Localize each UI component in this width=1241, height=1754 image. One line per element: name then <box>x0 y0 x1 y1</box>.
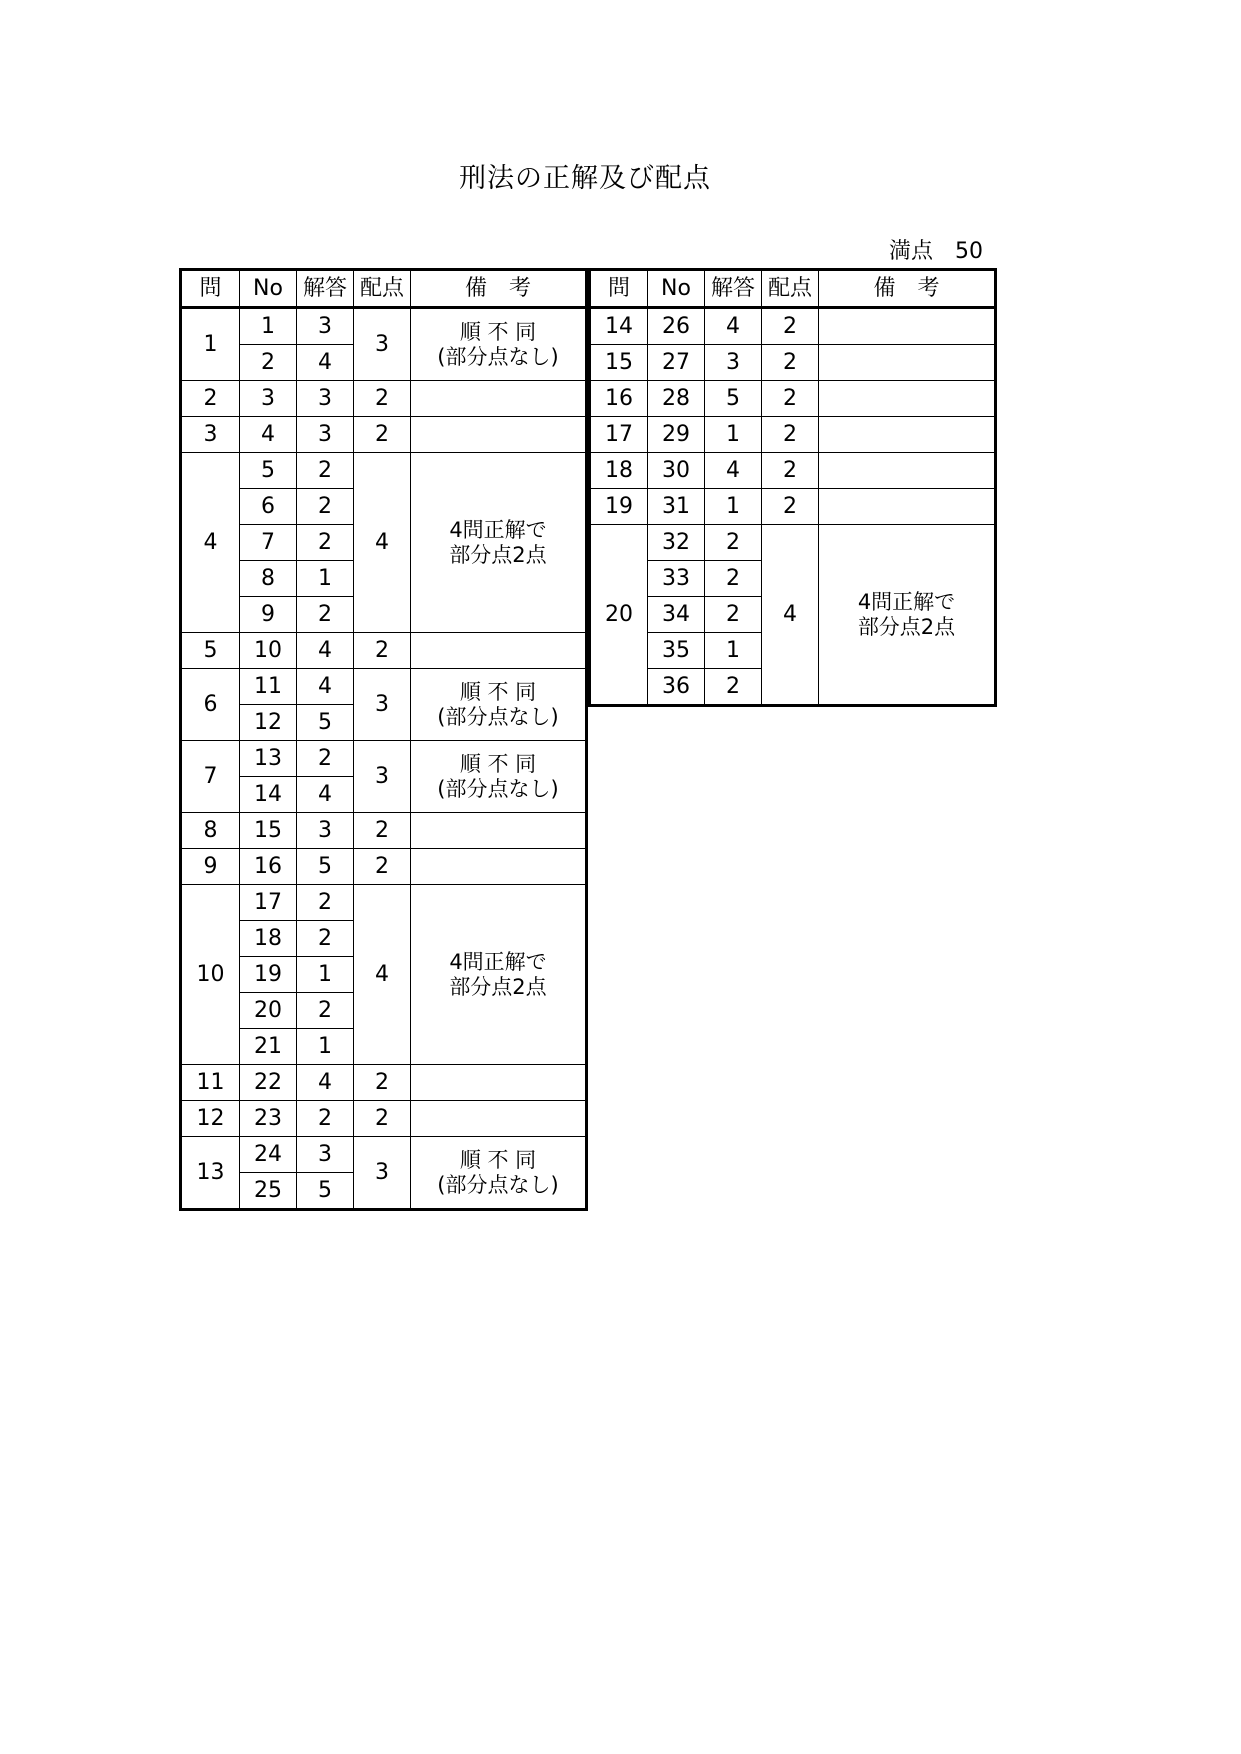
no-cell: 13 <box>240 741 297 777</box>
no-cell: 17 <box>240 885 297 921</box>
points-cell: 2 <box>354 849 411 885</box>
answer-cell: 2 <box>705 561 762 597</box>
points-cell: 3 <box>354 669 411 741</box>
no-cell: 2 <box>240 345 297 381</box>
answer-cell: 3 <box>297 1137 354 1173</box>
no-cell: 33 <box>648 561 705 597</box>
points-cell: 3 <box>354 1137 411 1210</box>
mon-cell: 15 <box>590 345 648 381</box>
table-row <box>181 1101 587 1137</box>
table-row <box>181 308 587 345</box>
mon-cell: 20 <box>590 525 648 706</box>
answer-cell: 4 <box>297 669 354 705</box>
mon-cell: 5 <box>181 633 240 669</box>
mon-cell: 19 <box>590 489 648 525</box>
table-header-row <box>590 270 996 308</box>
no-cell: 16 <box>240 849 297 885</box>
answer-table-left <box>179 268 588 1211</box>
note-cell <box>819 453 996 489</box>
mon-cell: 12 <box>181 1101 240 1137</box>
note-cell <box>411 381 587 417</box>
mon-cell: 7 <box>181 741 240 813</box>
note-line: (部分点なし) <box>437 776 559 801</box>
no-cell: 22 <box>240 1065 297 1101</box>
note-cell <box>411 1137 587 1210</box>
answer-cell: 5 <box>297 705 354 741</box>
answer-cell: 2 <box>705 597 762 633</box>
no-cell: 35 <box>648 633 705 669</box>
answer-cell: 5 <box>297 1173 354 1210</box>
table-row <box>181 381 587 417</box>
answer-cell: 2 <box>297 993 354 1029</box>
no-cell: 32 <box>648 525 705 561</box>
answer-cell: 4 <box>705 308 762 345</box>
points-cell: 2 <box>354 381 411 417</box>
no-cell: 8 <box>240 561 297 597</box>
no-cell: 15 <box>240 813 297 849</box>
answer-cell: 1 <box>705 489 762 525</box>
table-row <box>181 633 587 669</box>
no-cell: 28 <box>648 381 705 417</box>
note-cell <box>411 813 587 849</box>
answer-cell: 5 <box>705 381 762 417</box>
page-title: 刑法の正解及び配点 <box>459 163 711 194</box>
answer-cell: 3 <box>297 381 354 417</box>
answer-cell: 2 <box>705 525 762 561</box>
answer-cell: 2 <box>297 741 354 777</box>
note-line: 4問正解で <box>857 589 956 614</box>
no-cell: 3 <box>240 381 297 417</box>
answer-cell: 1 <box>705 633 762 669</box>
mon-cell: 4 <box>181 453 240 633</box>
note-line: 順 不 同 <box>459 319 537 344</box>
points-cell: 2 <box>354 813 411 849</box>
answer-cell: 4 <box>297 1065 354 1101</box>
header-mon: 問 <box>181 270 240 308</box>
points-cell: 4 <box>354 453 411 633</box>
note-line: (部分点なし) <box>437 704 559 729</box>
note-cell <box>411 1065 587 1101</box>
no-cell: 30 <box>648 453 705 489</box>
header-biko: 備 考 <box>411 270 587 308</box>
no-cell: 21 <box>240 1029 297 1065</box>
mon-cell: 8 <box>181 813 240 849</box>
note-line: 4問正解で <box>449 517 547 542</box>
no-cell: 1 <box>240 308 297 345</box>
answer-cell: 4 <box>297 777 354 813</box>
header-kaito: 解答 <box>297 270 354 308</box>
points-cell: 2 <box>762 381 819 417</box>
answer-cell: 3 <box>705 345 762 381</box>
no-cell: 12 <box>240 705 297 741</box>
note-line: 順 不 同 <box>459 1147 537 1172</box>
no-cell: 36 <box>648 669 705 706</box>
points-cell: 2 <box>762 489 819 525</box>
points-cell: 3 <box>354 741 411 813</box>
no-cell: 14 <box>240 777 297 813</box>
table-row <box>181 669 587 705</box>
note-line: 部分点2点 <box>857 614 956 639</box>
table-row <box>181 1065 587 1101</box>
answer-cell: 2 <box>297 489 354 525</box>
no-cell: 6 <box>240 489 297 525</box>
no-cell: 4 <box>240 417 297 453</box>
points-cell: 2 <box>354 633 411 669</box>
header-no: No <box>240 270 297 308</box>
no-cell: 10 <box>240 633 297 669</box>
note-line: 部分点2点 <box>449 974 547 999</box>
no-cell: 19 <box>240 957 297 993</box>
table-row <box>181 741 587 777</box>
mon-cell: 18 <box>590 453 648 489</box>
header-haiten: 配点 <box>762 270 819 308</box>
header-kaito: 解答 <box>705 270 762 308</box>
note-cell <box>411 417 587 453</box>
no-cell: 34 <box>648 597 705 633</box>
note-line: (部分点なし) <box>437 1172 559 1197</box>
points-cell: 2 <box>762 417 819 453</box>
table-row <box>590 345 996 381</box>
answer-cell: 1 <box>297 561 354 597</box>
no-cell: 9 <box>240 597 297 633</box>
points-cell: 4 <box>762 525 819 706</box>
note-line: 順 不 同 <box>459 751 537 776</box>
mon-cell: 3 <box>181 417 240 453</box>
header-biko: 備 考 <box>819 270 996 308</box>
no-cell: 29 <box>648 417 705 453</box>
answer-cell: 2 <box>297 1101 354 1137</box>
answer-cell: 4 <box>705 453 762 489</box>
note-cell <box>819 381 996 417</box>
header-no: No <box>648 270 705 308</box>
answer-table-right <box>588 268 997 707</box>
answer-cell: 2 <box>297 597 354 633</box>
mon-cell: 1 <box>181 308 240 381</box>
mon-cell: 14 <box>590 308 648 345</box>
note-line: 順 不 同 <box>459 679 537 704</box>
note-cell <box>819 417 996 453</box>
answer-cell: 2 <box>297 453 354 489</box>
table-row <box>181 813 587 849</box>
note-cell <box>411 453 587 633</box>
table-row <box>181 1137 587 1173</box>
no-cell: 31 <box>648 489 705 525</box>
header-haiten: 配点 <box>354 270 411 308</box>
no-cell: 5 <box>240 453 297 489</box>
table-row <box>590 381 996 417</box>
note-cell <box>411 1101 587 1137</box>
note-cell <box>819 308 996 345</box>
no-cell: 18 <box>240 921 297 957</box>
full-mark: 満点 50 <box>889 239 983 264</box>
table-row <box>181 849 587 885</box>
header-mon: 問 <box>590 270 648 308</box>
table-row <box>181 885 587 921</box>
answer-cell: 3 <box>297 813 354 849</box>
mon-cell: 10 <box>181 885 240 1065</box>
no-cell: 25 <box>240 1173 297 1210</box>
mon-cell: 11 <box>181 1065 240 1101</box>
no-cell: 11 <box>240 669 297 705</box>
mon-cell: 13 <box>181 1137 240 1210</box>
table-row <box>590 525 996 561</box>
no-cell: 20 <box>240 993 297 1029</box>
points-cell: 2 <box>354 1065 411 1101</box>
note-cell <box>819 489 996 525</box>
table-row <box>590 308 996 345</box>
answer-cell: 2 <box>297 885 354 921</box>
answer-cell: 4 <box>297 345 354 381</box>
no-cell: 24 <box>240 1137 297 1173</box>
table-row <box>590 417 996 453</box>
note-line: (部分点なし) <box>437 344 559 369</box>
table-header-row <box>181 270 587 308</box>
note-cell <box>411 741 587 813</box>
mon-cell: 6 <box>181 669 240 741</box>
answer-cell: 5 <box>297 849 354 885</box>
answer-cell: 3 <box>297 417 354 453</box>
mon-cell: 16 <box>590 381 648 417</box>
answer-cell: 1 <box>297 957 354 993</box>
answer-cell: 1 <box>705 417 762 453</box>
note-line: 4問正解で <box>449 949 547 974</box>
points-cell: 2 <box>762 308 819 345</box>
points-cell: 2 <box>354 417 411 453</box>
answer-cell: 1 <box>297 1029 354 1065</box>
no-cell: 23 <box>240 1101 297 1137</box>
mon-cell: 17 <box>590 417 648 453</box>
answer-cell: 2 <box>705 669 762 706</box>
note-cell <box>411 308 587 381</box>
note-cell <box>819 525 996 706</box>
table-row <box>181 453 587 489</box>
mon-cell: 9 <box>181 849 240 885</box>
mon-cell: 2 <box>181 381 240 417</box>
points-cell: 2 <box>762 345 819 381</box>
table-row <box>590 489 996 525</box>
note-cell <box>411 885 587 1065</box>
answer-cell: 2 <box>297 525 354 561</box>
answer-cell: 4 <box>297 633 354 669</box>
no-cell: 27 <box>648 345 705 381</box>
no-cell: 7 <box>240 525 297 561</box>
note-cell <box>411 669 587 741</box>
answer-cell: 2 <box>297 921 354 957</box>
note-cell <box>819 345 996 381</box>
note-line: 部分点2点 <box>449 542 547 567</box>
points-cell: 4 <box>354 885 411 1065</box>
answer-cell: 3 <box>297 308 354 345</box>
points-cell: 2 <box>762 453 819 489</box>
points-cell: 2 <box>354 1101 411 1137</box>
note-cell <box>411 633 587 669</box>
note-cell <box>411 849 587 885</box>
no-cell: 26 <box>648 308 705 345</box>
table-row <box>590 453 996 489</box>
table-row <box>181 417 587 453</box>
points-cell: 3 <box>354 308 411 381</box>
